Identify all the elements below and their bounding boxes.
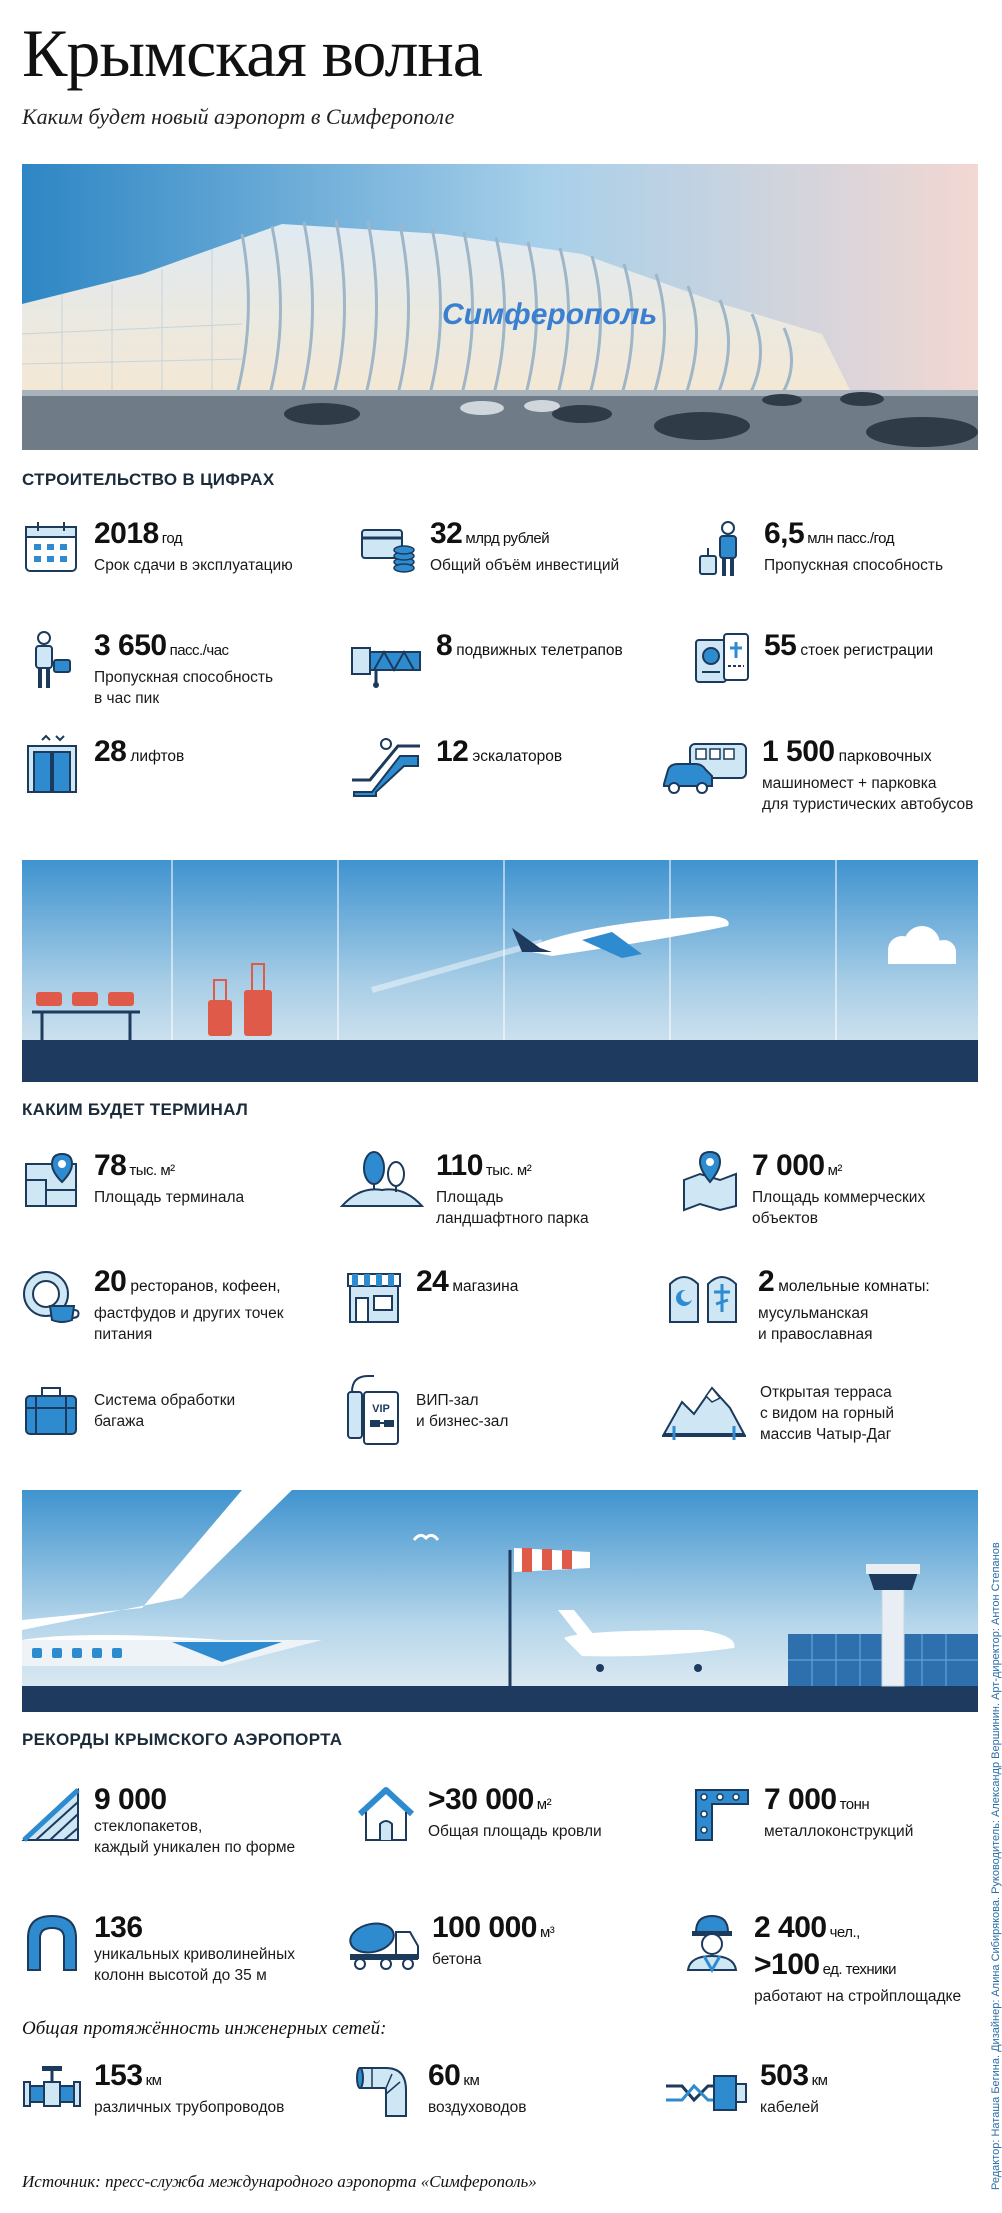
stat-escalators xyxy=(350,736,562,796)
stat-desc: для туристических автобусов xyxy=(762,796,974,813)
svg-text:VIP: VIP xyxy=(372,1403,390,1415)
stat-desc: подвижных телетрапов xyxy=(456,642,623,659)
stat-annual-capacity xyxy=(692,518,943,578)
stat-desc: ресторанов, кофеен, xyxy=(130,1278,281,1295)
stat-unit: млрд рублей xyxy=(465,530,550,547)
stat-value: 110 xyxy=(436,1149,483,1182)
stat-desc: лифтов xyxy=(130,748,185,765)
page-subtitle: Каким будет новый аэропорт в Симферополе xyxy=(22,104,455,129)
stat-desc: объектов xyxy=(752,1210,819,1227)
feature-baggage xyxy=(22,1382,235,1442)
stat-desc: питания xyxy=(94,1326,153,1343)
air-duct-icon xyxy=(356,2060,416,2120)
stat-desc: Пропускная способность xyxy=(94,669,274,686)
stat-terminal-area xyxy=(22,1150,244,1210)
record-desc: уникальных криволинейных xyxy=(94,1946,295,1963)
record-value: 7 000 xyxy=(764,1783,837,1816)
network-air-ducts xyxy=(356,2060,527,2120)
stat-investment xyxy=(358,518,619,578)
pipe-icon xyxy=(22,2060,82,2120)
record-value: >30 000 xyxy=(428,1783,534,1816)
network-pipes xyxy=(22,2060,284,2120)
stat-desc: ландшафтного парка xyxy=(436,1210,589,1227)
stat-desc: Площадь xyxy=(436,1189,504,1206)
network-cables xyxy=(664,2060,827,2120)
record-roof xyxy=(356,1784,602,1844)
stat-commission-year xyxy=(22,518,293,578)
feature-desc: ВИП-зал xyxy=(416,1392,479,1409)
terminal-section-title: КАКИМ БУДЕТ ТЕРМИНАЛ xyxy=(22,1100,249,1119)
record-unit: м³ xyxy=(539,1924,555,1941)
elevator-icon xyxy=(22,736,82,796)
credits: Редактор: Наташа Бегина. Дизайнер: Алина Сибирякова. Руководитель: Александр Вершинин. Арт-директор: Антон Степанов xyxy=(990,1542,1002,2190)
record-value: 2 400 xyxy=(754,1911,827,1944)
record-unit: ед. техники xyxy=(822,1961,896,1978)
network-value: 153 xyxy=(94,2059,143,2092)
feature-desc: Открытая терраса xyxy=(760,1384,892,1401)
stat-unit: млн пасс./год xyxy=(807,530,894,547)
record-desc: работают на стройплощадке xyxy=(754,1988,962,2005)
passenger-briefcase-icon xyxy=(22,630,82,690)
stat-value: 6,5 xyxy=(764,517,805,550)
stat-unit: пасс./час xyxy=(169,642,229,659)
stat-desc: в час пик xyxy=(94,690,160,707)
record-desc: Общая площадь кровли xyxy=(428,1823,602,1840)
network-value: 503 xyxy=(760,2059,809,2092)
stat-commercial-area xyxy=(680,1150,925,1229)
stat-value: 55 xyxy=(764,629,797,662)
record-value-secondary: >100 xyxy=(754,1948,820,1981)
network-desc: воздуховодов xyxy=(428,2099,527,2116)
record-value: 100 000 xyxy=(432,1911,537,1944)
record-desc: стеклопакетов, xyxy=(94,1818,203,1835)
terminal-banner xyxy=(22,860,978,1082)
stat-desc: фастфудов и других точек xyxy=(94,1305,284,1322)
record-desc: колонн высотой до 35 м xyxy=(94,1967,267,1984)
stat-unit: год xyxy=(161,530,183,547)
stat-value: 2018 xyxy=(94,517,159,550)
record-unit: м² xyxy=(536,1796,552,1813)
trees-icon xyxy=(340,1150,424,1210)
escalator-icon xyxy=(350,736,424,796)
record-steel xyxy=(692,1784,913,1844)
stat-prayer-rooms xyxy=(666,1266,930,1345)
feature-desc: багажа xyxy=(94,1413,145,1430)
stat-value: 3 650 xyxy=(94,629,167,662)
feature-desc: Система обработки xyxy=(94,1392,236,1409)
stat-desc: магазина xyxy=(452,1278,519,1295)
network-unit: км xyxy=(145,2072,162,2089)
stat-value: 24 xyxy=(416,1265,449,1298)
page-title: Крымская волна xyxy=(22,15,482,91)
stat-parking xyxy=(660,736,973,815)
record-desc: каждый уникален по форме xyxy=(94,1839,296,1856)
mountain-icon xyxy=(660,1382,748,1442)
stat-desc: парковочных xyxy=(838,748,932,765)
record-concrete xyxy=(346,1912,554,1972)
shop-icon xyxy=(344,1266,404,1326)
car-bus-icon xyxy=(660,736,750,796)
feature-vip xyxy=(344,1372,508,1448)
stat-elevators xyxy=(22,736,184,796)
stat-desc: машиномест + парковка xyxy=(762,775,937,792)
network-value: 60 xyxy=(428,2059,461,2092)
airport-banner xyxy=(22,164,978,450)
record-columns xyxy=(22,1912,295,1986)
stat-unit: м² xyxy=(827,1162,842,1179)
construction-section-title: СТРОИТЕЛЬСТВО В ЦИФРАХ xyxy=(22,470,275,489)
vip-icon xyxy=(344,1372,404,1448)
passport-ticket-icon xyxy=(692,630,752,690)
steel-beam-icon xyxy=(692,1784,752,1844)
stat-restaurants xyxy=(22,1266,284,1345)
stat-value: 12 xyxy=(436,735,469,768)
stat-shops xyxy=(344,1266,518,1326)
stat-desc: молельные комнаты: xyxy=(778,1278,930,1295)
stat-peak-capacity xyxy=(22,630,273,709)
stat-unit: тыс. м² xyxy=(129,1162,175,1179)
calendar-icon xyxy=(22,518,82,578)
stat-desc: Пропускная способность xyxy=(764,557,944,574)
plan-pin-icon xyxy=(22,1150,82,1210)
concrete-mixer-icon xyxy=(346,1912,420,1972)
network-unit: км xyxy=(811,2072,828,2089)
record-glass xyxy=(22,1784,295,1858)
stat-unit: тыс. м² xyxy=(485,1162,532,1179)
banner-sign: Симферополь xyxy=(442,298,658,331)
record-workers xyxy=(682,1912,961,2007)
feature-desc: и бизнес-зал xyxy=(416,1413,509,1430)
stat-value: 8 xyxy=(436,629,453,662)
stat-desc: Срок сдачи в эксплуатацию xyxy=(94,557,293,574)
stat-checkin xyxy=(692,630,933,690)
record-value: 9 000 xyxy=(94,1783,167,1816)
map-pin-icon xyxy=(680,1150,740,1210)
stat-value: 28 xyxy=(94,735,127,768)
stat-desc: стоек регистрации xyxy=(800,642,934,659)
stat-value: 7 000 xyxy=(752,1149,825,1182)
stat-park-area xyxy=(340,1150,589,1229)
stat-desc: мусульманская xyxy=(758,1305,869,1322)
stat-value: 2 xyxy=(758,1265,775,1298)
network-desc: различных трубопроводов xyxy=(94,2099,285,2116)
stat-desc: Общий объём инвестиций xyxy=(430,557,620,574)
network-desc: кабелей xyxy=(760,2099,819,2116)
stat-desc: эскалаторов xyxy=(472,748,563,765)
record-value: 136 xyxy=(94,1911,143,1944)
stat-desc: Площадь терминала xyxy=(94,1189,245,1206)
stat-value: 1 500 xyxy=(762,735,835,768)
record-desc: бетона xyxy=(432,1951,482,1968)
baggage-icon xyxy=(22,1382,82,1442)
stat-value: 32 xyxy=(430,517,463,550)
network-unit: км xyxy=(463,2072,480,2089)
record-desc: металлоконструкций xyxy=(764,1823,914,1840)
feature-desc: массив Чатыр-Даг xyxy=(760,1426,892,1443)
networks-title: Общая протяжённость инженерных сетей: xyxy=(22,2018,387,2039)
money-card-icon xyxy=(358,518,418,578)
jet-bridge-icon xyxy=(350,630,424,690)
glass-panels-icon xyxy=(22,1784,82,1844)
record-unit: чел., xyxy=(829,1924,860,1941)
feature-desc: с видом на горный xyxy=(760,1405,894,1422)
house-roof-icon xyxy=(356,1784,416,1844)
worker-icon xyxy=(682,1912,742,1972)
stat-jet-bridges xyxy=(350,630,623,690)
airfield-banner xyxy=(22,1490,978,1712)
stat-value: 20 xyxy=(94,1265,127,1298)
arch-column-icon xyxy=(22,1912,82,1972)
stat-value: 78 xyxy=(94,1149,127,1182)
record-unit: тонн xyxy=(839,1796,870,1813)
prayer-rooms-icon xyxy=(666,1266,746,1326)
source-note: Источник: пресс-служба международного аэропорта «Симферополь» xyxy=(22,2172,537,2191)
passenger-luggage-icon xyxy=(692,518,752,578)
records-section-title: РЕКОРДЫ КРЫМСКОГО АЭРОПОРТА xyxy=(22,1730,343,1749)
cable-icon xyxy=(664,2060,748,2120)
plate-cup-icon xyxy=(22,1266,82,1326)
stat-desc: Площадь коммерческих xyxy=(752,1189,926,1206)
feature-terrace xyxy=(660,1382,894,1445)
stat-desc: и православная xyxy=(758,1326,873,1343)
